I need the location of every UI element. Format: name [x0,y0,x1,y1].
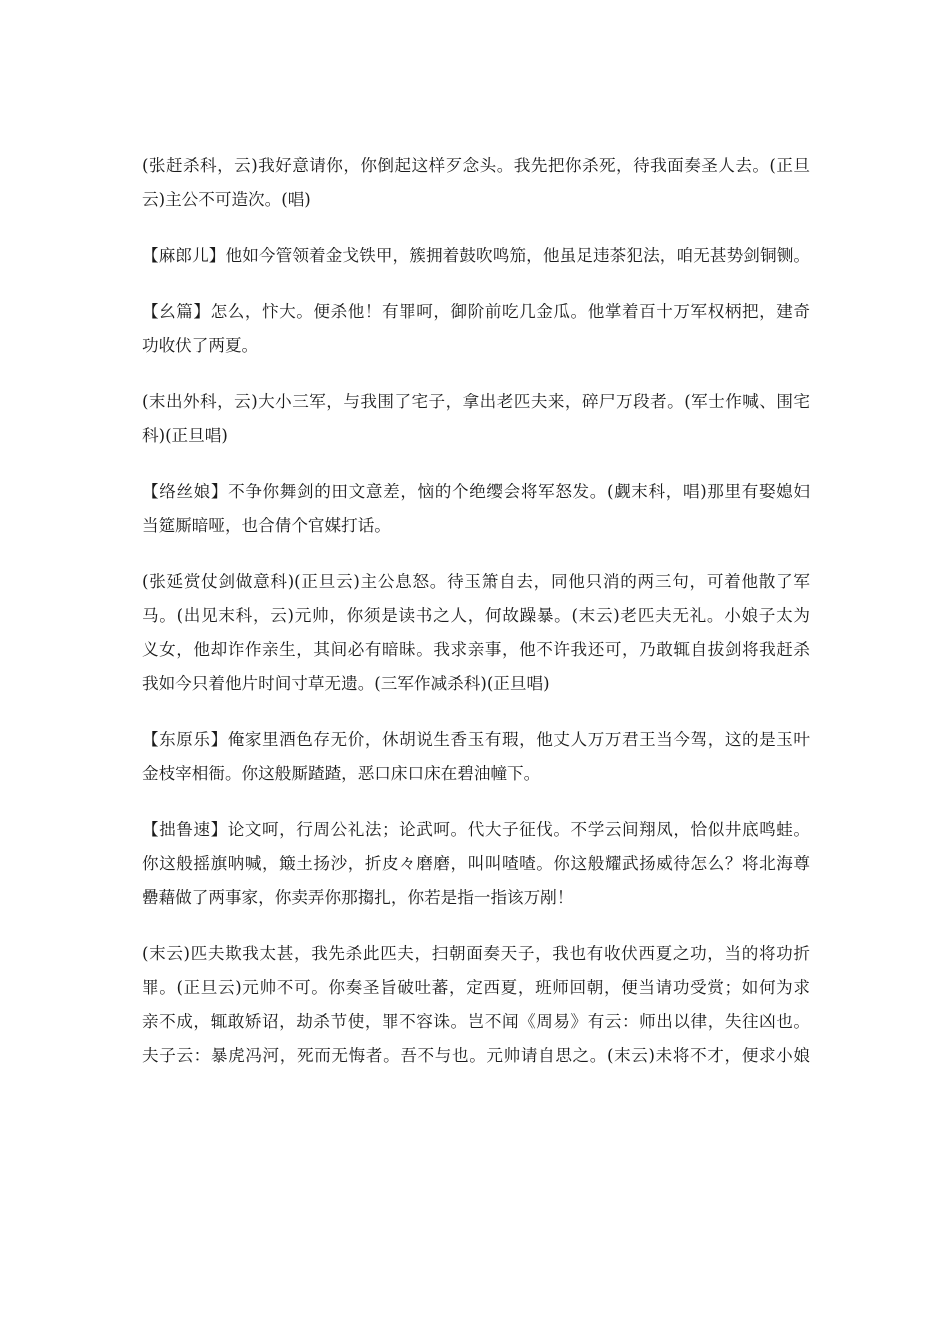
text-line: 【麻郎儿】他如今管领着金戈铁甲，簇拥着鼓吹鸣笳，他虽足违茶犯法，咱无甚势剑铜铡。 [142,246,810,265]
paragraph-5 [142,475,810,543]
text-line: (张赶杀科，云)我好意请你，你倒起这样歹念头。我先把你杀死，待我面奏圣人去。(正旦 [142,156,810,175]
text-line: 科)(正旦唱) [142,426,228,445]
text-line: 罪。(正旦云)元帅不可。你奏圣旨破吐蕃，定西夏，班师回朝，便当请功受赏；如何为求 [142,978,810,997]
text-line: 罍藉做了两事家，你卖弄你那搊扎，你若是指一指该万剐！ [142,888,574,907]
text-line: (末出外科，云)大小三军，与我围了宅子，拿出老匹夫来，碎尸万段者。(军士作喊、围宅 [142,392,810,411]
paragraph-1 [142,149,810,217]
text-line: 夫子云：暴虎冯河，死而无悔者。吾不与也。元帅请自思之。(末云)未将不才，便求小娘 [142,1046,810,1065]
text-line: 云)主公不可造次。(唱) [142,190,311,209]
text-line: 【络丝娘】不争你舞剑的田文意差，恼的个绝缨会将军怒发。(觑末科，唱)那里有娶媳妇 [142,482,810,501]
text-line: 我如今只着他片时间寸草无遗。(三军作减杀科)(正旦唱) [142,674,550,693]
text-line: 【东原乐】俺家里酒色存无价，休胡说生香玉有瑕，他丈人万万君王当今驾，这的是玉叶 [142,730,810,749]
text-line: (末云)匹夫欺我太甚，我先杀此匹夫，扫朝面奏天子，我也有收伏西夏之功，当的将功折 [142,944,810,963]
text-line: 亲不成，辄敢矫诏，劫杀节使，罪不容诛。岂不闻《周易》有云：师出以律，失往凶也。 [142,1012,810,1031]
paragraph-6 [142,565,810,701]
text-line: 义女，他却诈作亲生，其间必有暗昧。我求亲事，他不许我还可，乃敢辄自拔剑将我赶杀 [142,640,810,659]
paragraph-9 [142,937,810,1073]
text-line: 功收伏了两夏。 [142,336,259,355]
text-line: 马。(出见末科，云)元帅，你须是读书之人，何故躁暴。(末云)老匹夫无礼。小娘子太为 [142,606,810,625]
paragraph-2 [142,239,810,273]
paragraph-7 [142,723,810,791]
paragraph-3 [142,295,810,363]
text-line: (张延赏仗剑做意科)(正旦云)主公息怒。待玉箫自去，同他只消的两三句，可着他散了军 [142,572,810,591]
paragraph-4 [142,385,810,453]
text-line: 金枝宰相衙。你这般厮蹅蹅，恶口床口床在碧油幢下。 [142,764,541,783]
paragraph-8 [142,813,810,915]
text-line: 当筵厮暗哑，也合倩个官媒打话。 [142,516,391,535]
text-line: 【拙鲁速】论文呵，行周公礼法；论武呵。代大子征伐。不学云间翔凤，恰似井底鸣蛙。 [142,820,810,839]
text-line: 【幺篇】怎么，忭大。便杀他！有罪呵，御阶前吃几金瓜。他掌着百十万军权柄把，建奇 [142,302,810,321]
document-body [142,149,810,1095]
text-line: 你这般摇旗呐喊，簸土扬沙，折皮々磨磨，叫叫喳喳。你这般耀武扬威待怎么？将北海尊 [142,854,810,873]
